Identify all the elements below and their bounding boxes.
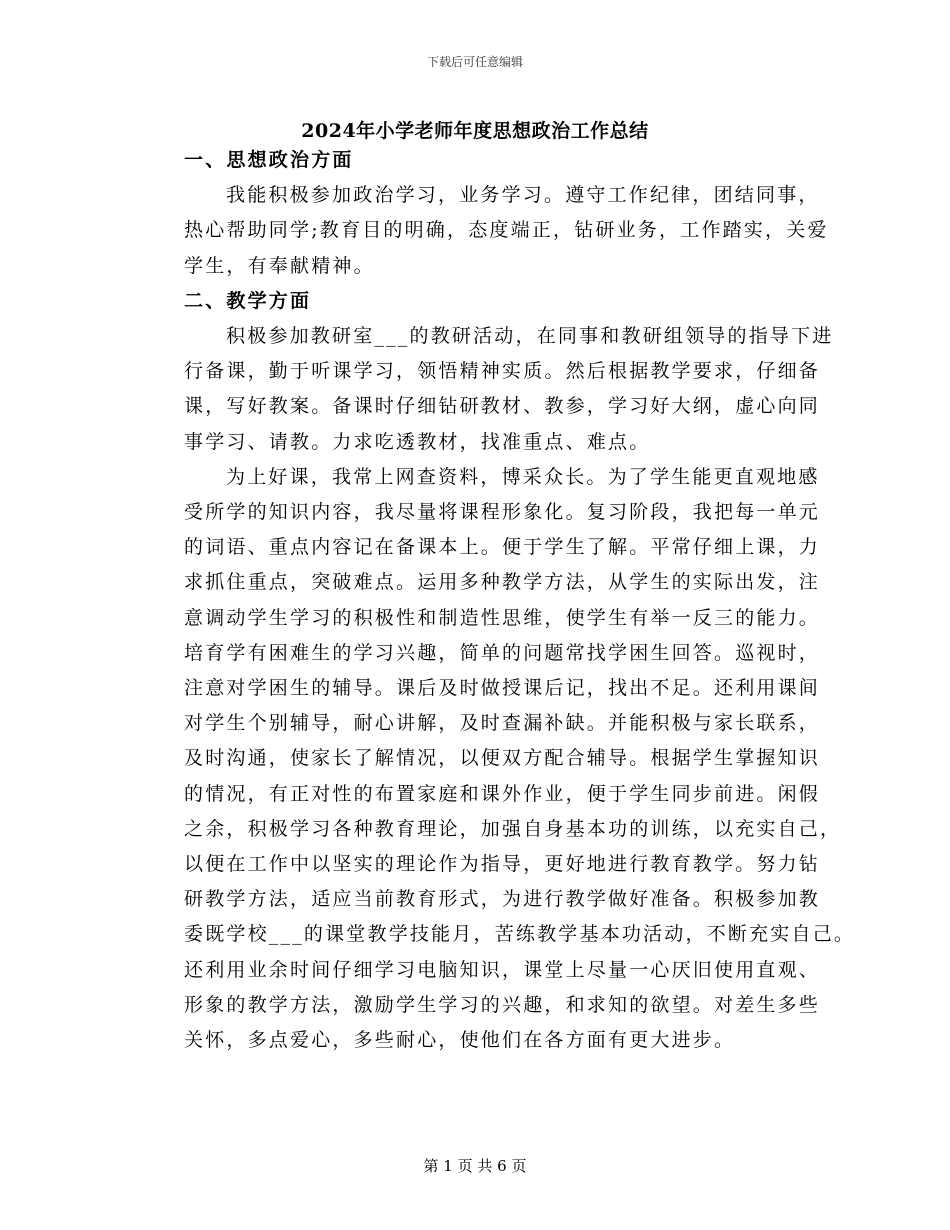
paragraph-political xyxy=(142,178,829,284)
paragraph-teaching-1 xyxy=(142,319,834,460)
section-heading-political: 一、思想政治方面 xyxy=(184,149,354,171)
document-title: 2024年小学老师年度思想政治工作总结 xyxy=(301,120,649,142)
text-line: 及时沟通，使家长了解情况，以便双方配合辅导。根据学生掌握知识 xyxy=(184,747,821,770)
text-line: 积极参加教研室___的教研活动，在同事和教研组领导的指导下进 xyxy=(226,325,834,348)
text-line: 注意对学困生的辅导。课后及时做授课后记，找出不足。还利用课间 xyxy=(184,677,821,700)
text-line: 受所学的知识内容，我尽量将课程形象化。复习阶段，我把每一单元 xyxy=(184,501,821,524)
text-line: 学生，有奉献精神。 xyxy=(184,254,375,277)
page-number-footer: 第 1 页 共 6 页 xyxy=(423,1157,527,1175)
text-line: 我能积极参加政治学习，业务学习。遵守工作纪律，团结同事， xyxy=(226,184,820,207)
text-line: 培育学有困难生的学习兴趣，简单的问题常找学困生回答。巡视时， xyxy=(184,641,821,664)
text-line: 求抓住重点，突破难点。运用多种教学方法，从学生的实际出发，注 xyxy=(184,571,821,594)
text-line: 对学生个别辅导，耐心讲解，及时查漏补缺。并能积极与家长联系， xyxy=(184,712,821,735)
text-line: 委既学校___的课堂教学技能月，苦练教学基本功活动，不断充实自己。 xyxy=(184,923,856,946)
page-header-note: 下载后可任意编辑 xyxy=(426,55,523,69)
text-line: 热心帮助同学;教育目的明确，态度端正，钻研业务，工作踏实，关爱 xyxy=(184,219,829,242)
text-line: 关怀，多点爱心，多些耐心，使他们在各方面有更大进步。 xyxy=(184,1029,736,1052)
text-line: 之余，积极学习各种教育理论，加强自身基本功的训练，以充实自己， xyxy=(184,817,842,840)
text-line: 行备课，勤于听课学习，领悟精神实质。然后根据教学要求，仔细备 xyxy=(184,360,821,383)
text-line: 研教学方法，适应当前教育形式，为进行教学做好准备。积极参加教 xyxy=(184,888,821,911)
paragraph-teaching-2 xyxy=(142,460,856,1058)
text-line: 课，写好教案。备课时仔细钻研教材、教参，学习好大纲，虚心向同 xyxy=(184,395,821,418)
text-line: 意调动学生学习的积极性和制造性思维，使学生有举一反三的能力。 xyxy=(184,606,821,629)
text-line: 以便在工作中以坚实的理论作为指导，更好地进行教育教学。努力钻 xyxy=(184,853,821,876)
section-heading-teaching: 二、教学方面 xyxy=(184,289,312,312)
text-line: 的情况，有正对性的布置家庭和课外作业，便于学生同步前进。闲假 xyxy=(184,782,821,805)
document-body xyxy=(142,143,856,1058)
text-line: 为上好课，我常上网查资料，博采众长。为了学生能更直观地感 xyxy=(226,465,820,488)
text-line: 的词语、重点内容记在备课本上。便于学生了解。平常仔细上课，力 xyxy=(184,536,821,559)
text-line: 还利用业余时间仔细学习电脑知识，课堂上尽量一心厌旧使用直观、 xyxy=(184,958,821,981)
text-line: 事学习、请教。力求吃透教材，找准重点、难点。 xyxy=(184,430,651,453)
text-line: 形象的教学方法，激励学生学习的兴趣，和求知的欲望。对差生多些 xyxy=(184,993,821,1016)
